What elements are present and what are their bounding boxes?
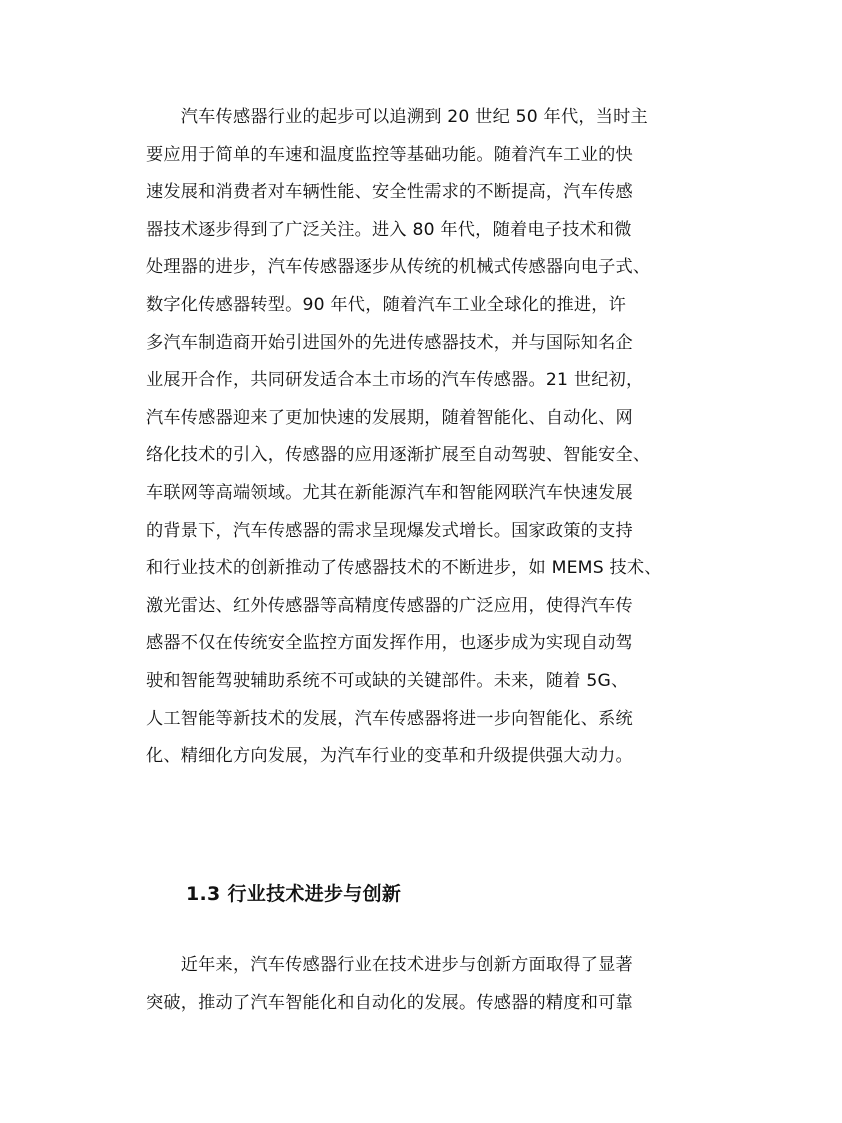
- paragraph-line: 器技术逐步得到了广泛关注。进入 80 年代，随着电子技术和微: [146, 219, 632, 240]
- paragraph-line: 车联网等高端领域。尤其在新能源汽车和智能网联汽车快速发展: [146, 482, 633, 503]
- section-heading: 1.3 行业技术进步与创新: [186, 883, 402, 905]
- paragraph-line: 要应用于简单的车速和温度监控等基础功能。随着汽车工业的快: [146, 144, 633, 165]
- paragraph-line: 驶和智能驾驶辅助系统不可或缺的关键部件。未来，随着 5G、: [146, 670, 629, 691]
- paragraph-line: 多汽车制造商开始引进国外的先进传感器技术，并与国际知名企: [146, 332, 633, 353]
- paragraph-tech-progress: [146, 947, 714, 1022]
- paragraph-industry-history: [146, 99, 714, 776]
- paragraph-line: 数字化传感器转型。90 年代，随着汽车工业全球化的推进，许: [146, 294, 627, 315]
- paragraph-line: 和行业技术的创新推动了传感器技术的不断进步，如 MEMS 技术、: [146, 558, 662, 579]
- paragraph-line: 突破，推动了汽车智能化和自动化的发展。传感器的精度和可靠: [146, 992, 633, 1013]
- paragraph-line: 汽车传感器行业的起步可以追溯到 20 世纪 50 年代，当时主: [146, 107, 648, 127]
- paragraph-line: 速发展和消费者对车辆性能、安全性需求的不断提高，汽车传感: [146, 182, 633, 203]
- paragraph-line: 激光雷达、红外传感器等高精度传感器的广泛应用，使得汽车传: [146, 595, 633, 616]
- paragraph-line: 络化技术的引入，传感器的应用逐渐扩展至自动驾驶、智能安全、: [146, 445, 651, 466]
- paragraph-line: 处理器的进步，汽车传感器逐步从传统的机械式传感器向电子式、: [146, 257, 651, 278]
- paragraph-line: 近年来，汽车传感器行业在技术进步与创新方面取得了显著: [146, 955, 633, 975]
- paragraph-line: 感器不仅在传统安全监控方面发挥作用，也逐步成为实现自动驾: [146, 633, 633, 654]
- paragraph-line: 化、精细化方向发展，为汽车行业的变革和升级提供强大动力。: [146, 746, 633, 767]
- paragraph-line: 汽车传感器迎来了更加快速的发展期，随着智能化、自动化、网: [146, 407, 633, 428]
- paragraph-line: 的背景下，汽车传感器的需求呈现爆发式增长。国家政策的支持: [146, 520, 633, 541]
- paragraph-line: 人工智能等新技术的发展，汽车传感器将进一步向智能化、系统: [146, 708, 633, 729]
- paragraph-line: 业展开合作，共同研发适合本土市场的汽车传感器。21 世纪初，: [146, 370, 644, 391]
